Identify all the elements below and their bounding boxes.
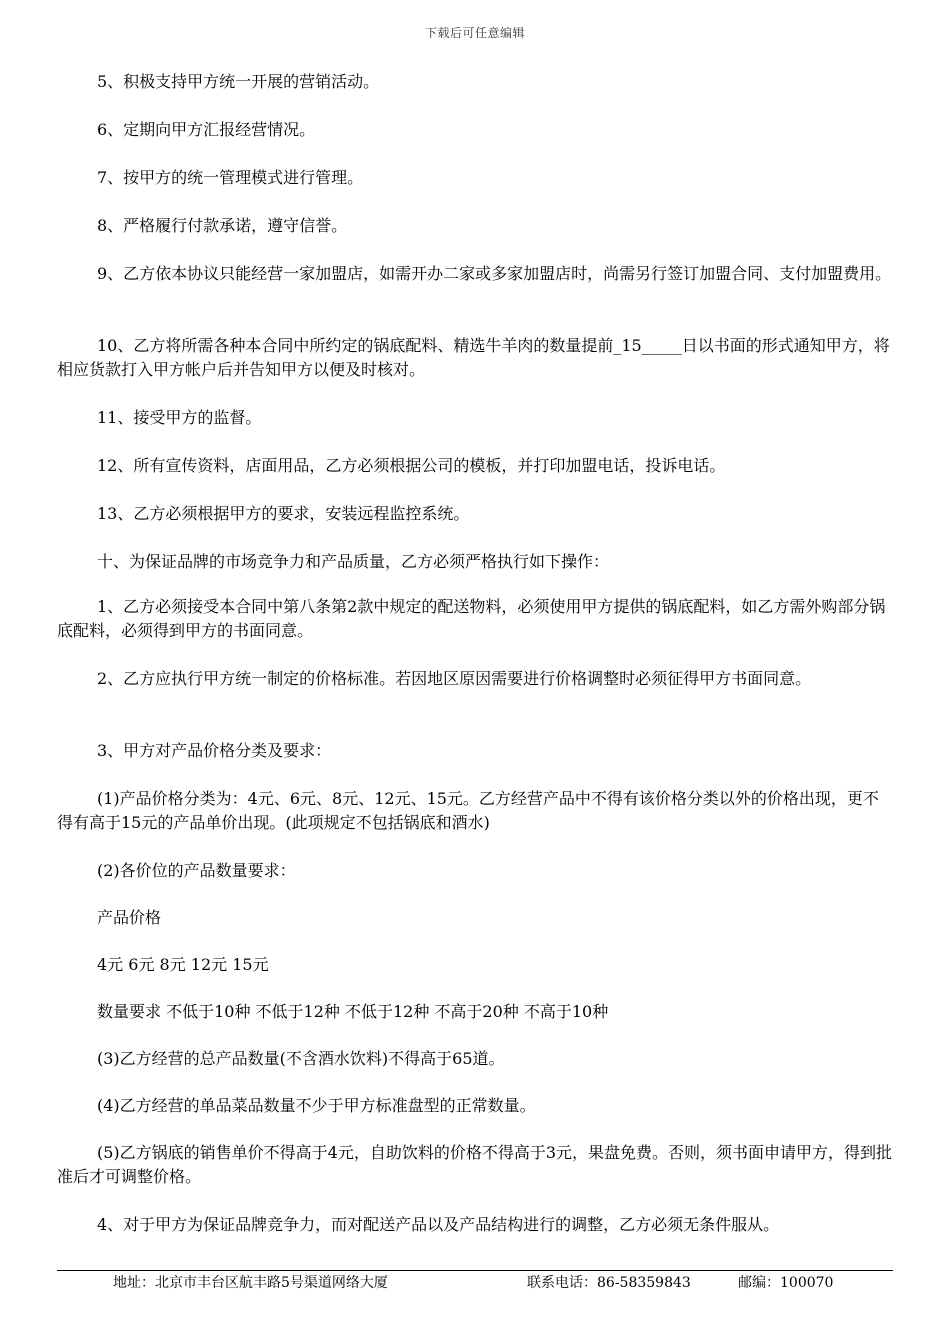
paragraph-item-8-payment: 8、严格履行付款承诺，遵守信誉。 bbox=[97, 216, 348, 235]
section-heading-ten: 十、为保证品牌的市场竞争力和产品质量，乙方必须严格执行如下操作： bbox=[97, 552, 610, 571]
paragraph-item-13-monitoring: 13、乙方必须根据甲方的要求，安装远程监控系统。 bbox=[97, 504, 470, 523]
paragraph-sub-1-price-levels: (1)产品价格分类为：4元、6元、8元、12元、15元。乙方经营产品中不得有该价格分类以外的价格出现，更不得有高于15元的产品单价出现。(此项规定不包括锅底和酒水) bbox=[57, 789, 879, 832]
paragraph-clause-3-price-classes: 3、甲方对产品价格分类及要求： bbox=[97, 741, 332, 760]
paragraph-item-6-report: 6、定期向甲方汇报经营情况。 bbox=[97, 120, 316, 139]
paragraph-sub-4-single-dish: (4)乙方经营的单品菜品数量不少于甲方标准盘型的正常数量。 bbox=[97, 1096, 536, 1115]
paragraph-clause-2-pricing: 2、乙方应执行甲方统一制定的价格标准。若因地区原因需要进行价格调整时必须征得甲方书面同意。 bbox=[97, 669, 812, 688]
paragraph-clause-4-adjustment: 4、对于甲方为保证品牌竞争力，而对配送产品以及产品结构进行的调整，乙方必须无条件服从。 bbox=[97, 1215, 780, 1234]
page-footer bbox=[0, 1274, 950, 1298]
paragraph-clause-1-materials: 1、乙方必须接受本合同中第八条第2款中规定的配送物料，必须使用甲方提供的锅底配料，如乙方需外购部分锅底配料，必须得到甲方的书面同意。 bbox=[57, 597, 886, 640]
paragraph-item-7-management: 7、按甲方的统一管理模式进行管理。 bbox=[97, 168, 364, 187]
paragraph-sub-5-pot-price: (5)乙方锅底的销售单价不得高于4元，自助饮料的价格不得高于3元，果盘免费。否则，须书面申请甲方，得到批准后才可调整价格。 bbox=[57, 1143, 893, 1186]
footer-phone: 联系电话：86-58359843 bbox=[527, 1275, 691, 1291]
paragraph-item-9-single-store: 9、乙方依本协议只能经营一家加盟店，如需开办二家或多家加盟店时，尚需另行签订加盟合同、支付加盟费用。 bbox=[97, 264, 892, 283]
paragraph-item-10-order-notice: 10、乙方将所需各种本合同中所约定的锅底配料、精选牛羊肉的数量提前_15_____日以书面的形式通知甲方，将相应货款打入甲方帐户后并告知甲方以便及时核对。 bbox=[57, 336, 890, 379]
footer-divider bbox=[57, 1270, 893, 1271]
footer-address: 地址：北京市丰台区航丰路5号渠道网络大厦 bbox=[113, 1275, 388, 1291]
price-table-header: 产品价格 bbox=[97, 908, 162, 927]
paragraph-item-12-promotion: 12、所有宣传资料，店面用品，乙方必须根据公司的模板，并打印加盟电话，投诉电话。 bbox=[97, 456, 726, 475]
price-table-prices-row: 4元 6元 8元 12元 15元 bbox=[97, 955, 269, 974]
page-header-note: 下载后可任意编辑 bbox=[424, 26, 525, 40]
paragraph-item-11-supervision: 11、接受甲方的监督。 bbox=[97, 408, 262, 427]
paragraph-sub-2-quantity: (2)各价位的产品数量要求： bbox=[97, 861, 296, 880]
paragraph-item-5-marketing: 5、积极支持甲方统一开展的营销活动。 bbox=[97, 72, 380, 91]
footer-postcode: 邮编：100070 bbox=[738, 1275, 834, 1291]
paragraph-sub-3-total-count: (3)乙方经营的总产品数量(不含酒水饮料)不得高于65道。 bbox=[97, 1049, 505, 1068]
price-table-quantity-row: 数量要求 不低于10种 不低于12种 不低于12种 不高于20种 不高于10种 bbox=[97, 1002, 609, 1021]
